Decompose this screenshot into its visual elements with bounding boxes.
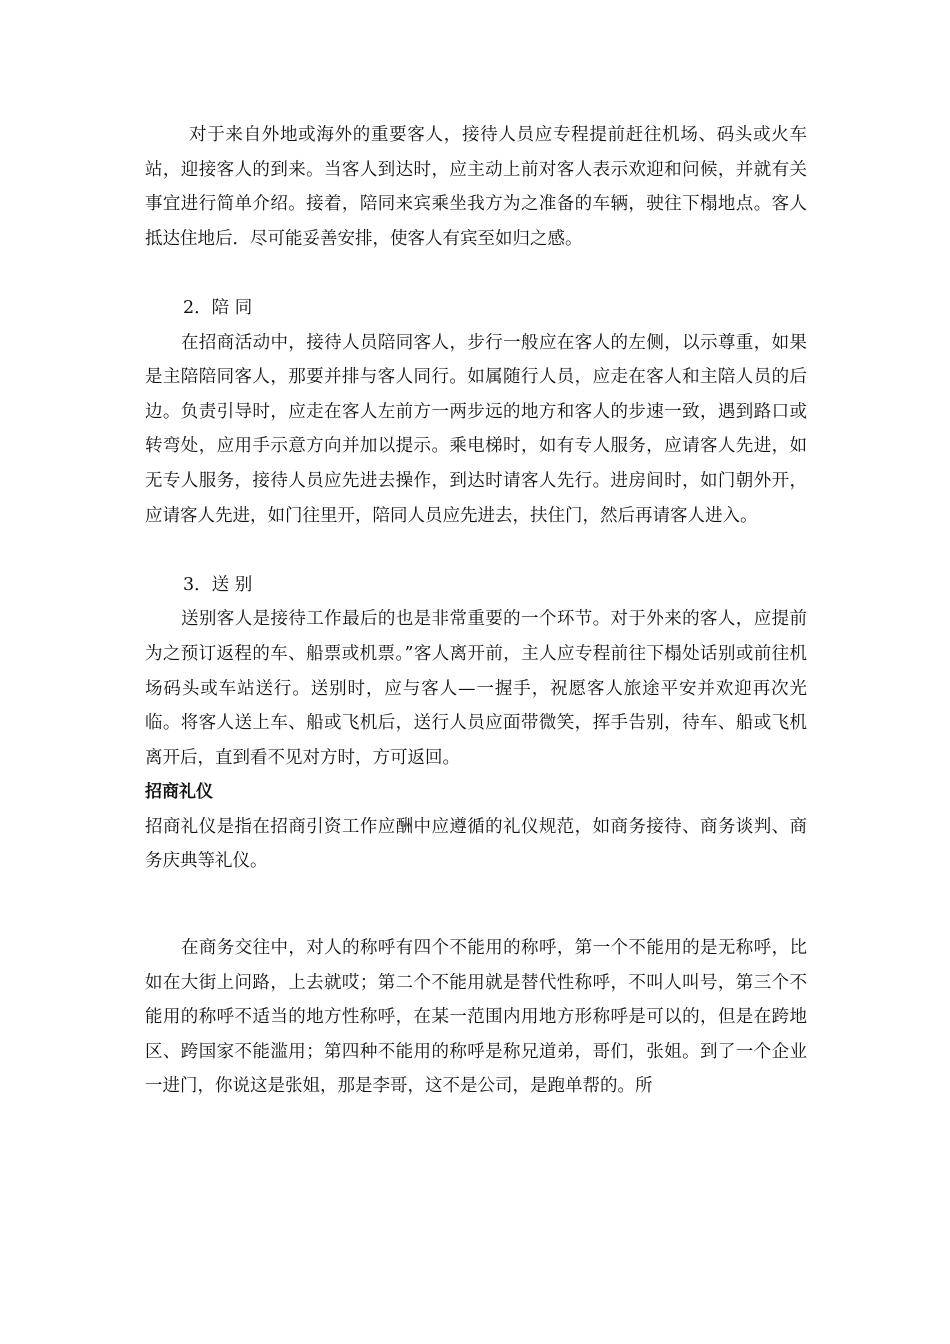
spacer bbox=[145, 533, 807, 568]
accompany-paragraph: 在招商活动中，接待人员陪同客人，步行一般应在客人的左侧，以示尊重，如果是主陪陪同客人，那要并排与客人同行。如属随行人员，应走在客人和主陪人员的后边。负责引导时，应走在客人左前方一两步远的地方和客人的步速一致，遇到路口或转弯处，应用手示意方向并加以提示。乘电梯时，如有专人服务，应请客人先进，如无专人服务，接待人员应先进去操作，到达时请客人先行。进房间时，如门朝外开，应请客人先进，如门往里开，陪同人员应先进去，扶住门，然后再请客人进入。 bbox=[145, 332, 807, 526]
etiquette-title: 招商礼仪 bbox=[145, 782, 213, 803]
spacer bbox=[145, 879, 807, 931]
farewell-paragraph: 送别客人是接待工作最后的也是非常重要的一个环节。对于外来的客人，应提前为之预订返程的车、船票或机票。”客人离开前，主人应专程前往下榻处话别或前往机场码头或车站送行。送别时，应与客人—一握手，祝愿客人旅途平安并欢迎再次光临。将客人送上车、船或飞机后，送行人员应面带微笑，挥手告别，待车、船或飞机离开后，直到看不见对方时，方可返回。 bbox=[145, 609, 807, 768]
address-paragraph: 在商务交往中，对人的称呼有四个不能用的称呼，第一个不能用的是无称呼，比如在大街上问路，上去就哎；第二个不能用就是替代性称呼，不叫人叫号，第三个不能用的称呼不适当的地方性称呼，在某一范围内用地方形称呼是可以的，但是在跨地区、跨国家不能滥用；第四种不能用的称呼是称兄道弟，哥们，张姐。到了一个企业一进门，你说这是张姐，那是李哥，这不是公司，是跑单帮的。所 bbox=[145, 938, 807, 1097]
intro-paragraph: 对于来自外地或海外的重要客人，接待人员应专程提前赶往机场、码头或火车站，迎接客人的到来。当客人到达时，应主动上前对客人表示欢迎和问候，并就有关事宜进行简单介绍。接着，陪同来宾乘坐我方为之准备的车辆，驶往下榻地点。客人抵达住地后．尽可能妥善安排，使客人有宾至如归之感。 bbox=[145, 125, 807, 249]
etiquette-definition: 招商礼仪是指在招商引资工作应酬中应遵循的礼仪规范，如商务接待、商务谈判、商务庆典等礼仪。 bbox=[145, 816, 807, 872]
spacer bbox=[145, 256, 807, 291]
farewell-heading: 3．送 别 bbox=[183, 574, 253, 595]
document-page bbox=[145, 118, 807, 1104]
accompany-heading: 2．陪 同 bbox=[183, 297, 253, 318]
